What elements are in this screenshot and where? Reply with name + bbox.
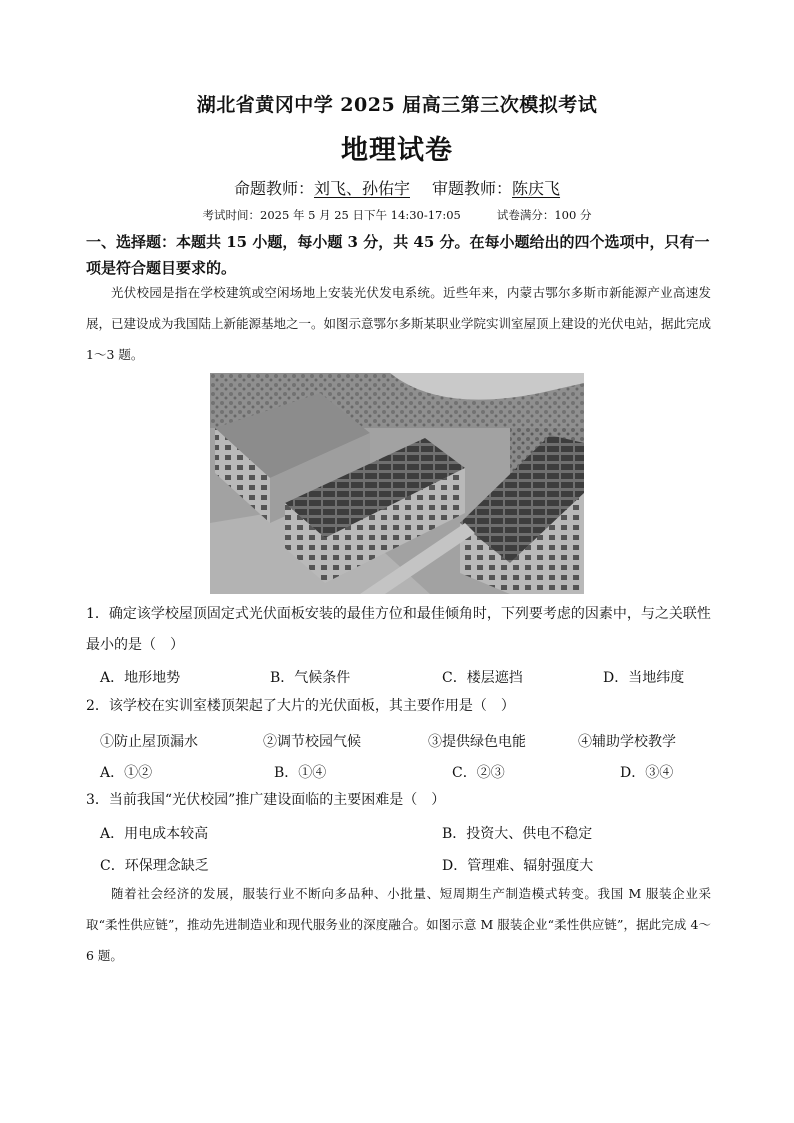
question-1-stem: 1．确定该学校屋顶固定式光伏面板安装的最佳方位和最佳倾角时，下列要考虑的因素中，与之关联性最小的是（ ） — [86, 606, 711, 653]
question-3-options-row1 — [100, 823, 700, 843]
q2-option-c: C．②③ — [452, 765, 505, 781]
passage-2: 随着社会经济的发展，服装行业不断向多品种、小批量、短周期生产制造模式转变。我国 M 服装企业采取“柔性供应链”，推动先进制造业和现代服务业的深度融合。如图示意 M 服装企业“柔性供应链”，据此完成 4～6 题。 — [86, 886, 711, 963]
question-3-options-row2 — [100, 855, 700, 875]
q1-option-c: C．楼层遮挡 — [442, 670, 523, 686]
q2-statement-4: ④辅助学校教学 — [578, 734, 676, 750]
q3-option-d: D．管理难、辐射强度大 — [442, 858, 594, 874]
q2-option-d: D．③④ — [620, 765, 674, 781]
reviewer-name: 陈庆飞 — [512, 179, 561, 198]
q2-statement-2: ②调节校园气候 — [263, 734, 361, 750]
exam-time: 考试时间：2025 年 5 月 25 日下午 14:30-17:05 — [202, 208, 461, 222]
q2-option-b: B．①④ — [274, 765, 327, 781]
q2-statement-3: ③提供绿色电能 — [428, 734, 526, 750]
q1-option-b: B．气候条件 — [270, 670, 351, 686]
reviewer-label: 审题教师： — [432, 179, 513, 198]
q3-option-b: B．投资大、供电不稳定 — [442, 826, 593, 842]
q1-option-a: A．地形地势 — [100, 670, 181, 686]
q3-option-a: A．用电成本较高 — [100, 826, 209, 842]
q2-option-a: A．①② — [100, 765, 153, 781]
question-2-statements — [100, 731, 700, 751]
teacher-line — [0, 176, 794, 199]
q3-option-c: C．环保理念缺乏 — [100, 858, 209, 874]
exam-info — [0, 207, 794, 223]
author-label: 命题教师： — [233, 179, 314, 198]
question-3-stem: 3．当前我国“光伏校园”推广建设面临的主要困难是（ ） — [86, 792, 446, 808]
passage-1: 光伏校园是指在学校建筑或空闲场地上安装光伏发电系统。近些年来，内蒙古鄂尔多斯市新能源产业高速发展，已建设成为我国陆上新能源基地之一。如图示意鄂尔多斯某职业学院实训室屋顶上建设的光伏电站，据此完成 1～3 题。 — [86, 285, 712, 362]
question-2-options — [100, 762, 700, 782]
q2-statement-1: ①防止屋顶漏水 — [100, 734, 198, 750]
solar-campus-photo — [210, 373, 584, 594]
exam-title: 湖北省黄冈中学 2025 届高三第三次模拟考试 — [196, 94, 598, 116]
author-names: 刘飞、孙佑宇 — [313, 179, 410, 198]
section-heading: 一、选择题：本题共 15 小题，每小题 3 分，共 45 分。在每小题给出的四个选项中，只有一项是符合题目要求的。 — [86, 233, 710, 277]
question-2-stem: 2．该学校在实训室楼顶架起了大片的光伏面板，其主要作用是（ ） — [86, 698, 515, 714]
full-score: 试卷满分：100 分 — [496, 208, 592, 222]
question-1-options — [100, 667, 700, 687]
subject-title: 地理试卷 — [341, 135, 453, 166]
q1-option-d: D．当地纬度 — [603, 670, 685, 686]
